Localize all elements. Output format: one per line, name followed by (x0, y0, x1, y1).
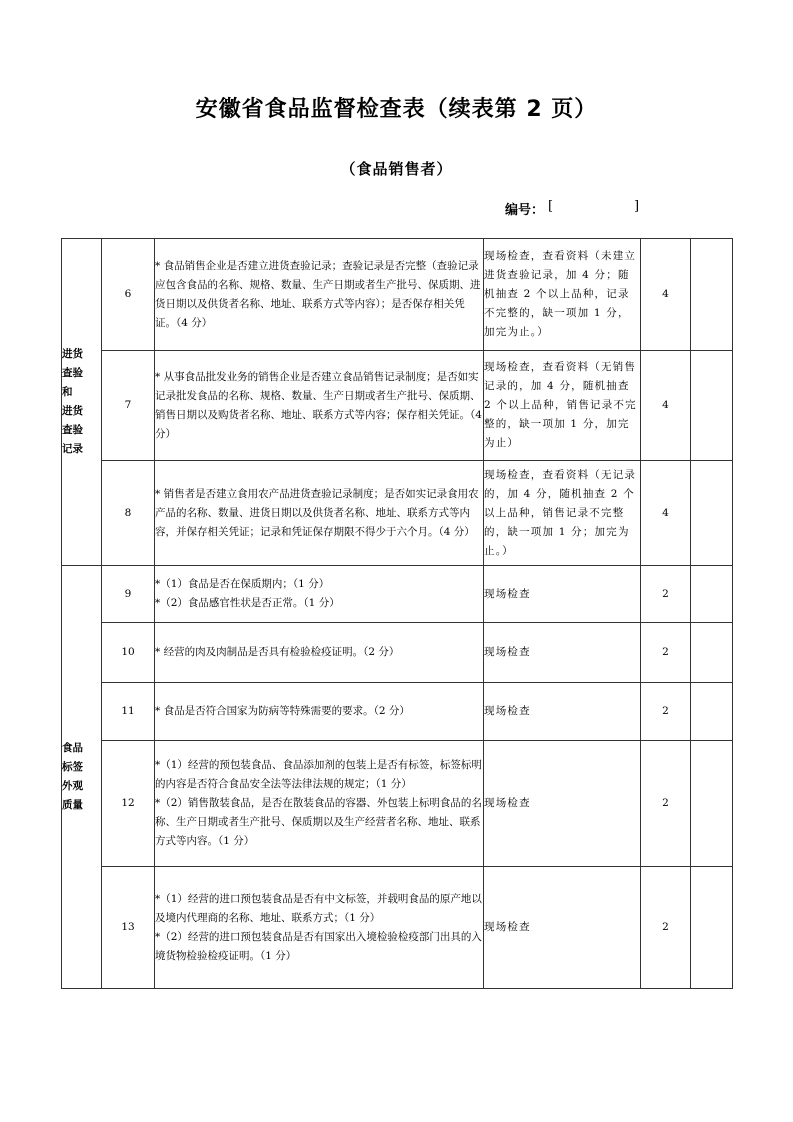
inspection-content-line: *（2）销售散装食品，是否在散装食品的容器、外包装上标明食品的名称、生产日期或者生产批号、保质期以及生产经营者名称、地址、联系方式等内容。（1 分） (155, 797, 482, 847)
page-subtitle: （食品销售者） (340, 160, 453, 178)
inspection-content (155, 461, 484, 566)
inspection-content-line: * 经营的肉及肉制品是否具有检验检疫证明。（2 分） (155, 646, 400, 658)
inspection-method: 现场检查 (484, 741, 641, 867)
item-number: 12 (102, 741, 155, 867)
category-cell (62, 566, 102, 989)
inspection-content-line: * 从事食品批发业务的销售企业是否建立食品销售记录制度；是否如实记录批发食品的名称、规格、数量、生产日期或者生产批号、保质期、销售日期以及购货者名称、地址、联系方式等内容；保存相关凭证。（4 分） (155, 370, 482, 440)
category-cell (62, 239, 102, 566)
result-entry-cell[interactable] (691, 683, 733, 741)
category-label-line: 记录 (62, 443, 83, 455)
inspection-method: 现场检查 (484, 566, 641, 623)
item-score: 2 (641, 741, 691, 867)
category-label-line: 进货 (62, 348, 83, 360)
item-number: 10 (102, 623, 155, 683)
table-row (62, 741, 733, 867)
result-entry-cell[interactable] (691, 741, 733, 867)
result-entry-cell[interactable] (691, 566, 733, 623)
inspection-content-line: * 食品是否符合国家为防病等特殊需要的要求。（2 分） (155, 705, 410, 717)
item-score: 2 (641, 566, 691, 623)
inspection-content (155, 566, 484, 623)
item-score: 2 (641, 623, 691, 683)
table-row (62, 683, 733, 741)
table-row (62, 461, 733, 566)
result-entry-cell[interactable] (691, 351, 733, 461)
item-number: 9 (102, 566, 155, 623)
item-score: 2 (641, 867, 691, 989)
category-label-line: 进货 (62, 405, 83, 417)
inspection-content-line: *（1）经营的进口预包装食品是否有中文标签，并载明食品的原产地以及境内代理商的名称、地址、联系方式；（1 分） (155, 892, 482, 924)
category-label-line: 查验 (62, 424, 83, 436)
category-label-line: 查验 (62, 367, 83, 379)
inspection-content (155, 867, 484, 989)
form-number-label: 编号： (505, 203, 545, 218)
item-score: 4 (641, 461, 691, 566)
table-row (62, 566, 733, 623)
item-score: 4 (641, 351, 691, 461)
category-label-line: 食品 (62, 742, 83, 754)
inspection-content (155, 351, 484, 461)
table-row (62, 239, 733, 351)
form-number-close-bracket: ] (634, 199, 640, 214)
inspection-table (61, 238, 733, 989)
result-entry-cell[interactable] (691, 239, 733, 351)
inspection-method: 现场检查，查看资料（未建立进货查验记录，加 4 分；随机抽查 2 个以上品种，记录不完整的，缺一项加 1 分，加完为止。） (484, 239, 641, 351)
inspection-content-line: *（2）经营的进口预包装食品是否有国家出入境检验检疫部门出具的入境货物检验检疫证明。（1 分） (155, 930, 482, 962)
result-entry-cell[interactable] (691, 623, 733, 683)
table-row (62, 623, 733, 683)
inspection-content-line: *（1）食品是否在保质期内；（1 分） (155, 578, 330, 590)
item-number: 8 (102, 461, 155, 566)
page-title: 安徽省食品监督检查表（续表第 2 页） (195, 97, 598, 122)
inspection-content (155, 683, 484, 741)
form-number-open-bracket: [ (548, 199, 554, 214)
category-label-line: 质量 (62, 799, 83, 811)
item-number: 11 (102, 683, 155, 741)
inspection-method: 现场检查 (484, 683, 641, 741)
inspection-method: 现场检查，查看资料（无记录的，加 4 分，随机抽查 2 个以上品种，销售记录不完整的，缺一项加 1 分；加完为止。） (484, 461, 641, 566)
item-number: 13 (102, 867, 155, 989)
item-number: 7 (102, 351, 155, 461)
inspection-content (155, 239, 484, 351)
category-label-line: 和 (62, 386, 73, 398)
table-row (62, 867, 733, 989)
table-row (62, 351, 733, 461)
item-score: 2 (641, 683, 691, 741)
inspection-content-line: *（2）食品感官性状是否正常。（1 分） (155, 597, 340, 609)
inspection-method: 现场检查 (484, 623, 641, 683)
inspection-content-line: *（1）经营的预包装食品、食品添加剂的包装上是否有标签，标签标明的内容是否符合食品安全法等法律法规的规定；（1 分） (155, 759, 482, 790)
item-score: 4 (641, 239, 691, 351)
item-number: 6 (102, 239, 155, 351)
inspection-content (155, 623, 484, 683)
result-entry-cell[interactable] (691, 867, 733, 989)
inspection-method: 现场检查，查看资料（无销售记录的，加 4 分，随机抽查 2 个以上品种，销售记录不完整的，缺一项加 1 分，加完为止） (484, 351, 641, 461)
inspection-method: 现场检查 (484, 867, 641, 989)
category-label-line: 标签 (62, 761, 83, 773)
category-label-line: 外观 (62, 780, 83, 792)
result-entry-cell[interactable] (691, 461, 733, 566)
inspection-content-line: * 食品销售企业是否建立进货查验记录；查验记录是否完整（查验记录应包含食品的名称、规格、数量、生产日期或者生产批号、保质期、进货日期以及供货者名称、地址、联系方式等内容）；是否保存相关凭证。（4 分） (155, 259, 481, 329)
inspection-content (155, 741, 484, 867)
inspection-content-line: * 销售者是否建立食用农产品进货查验记录制度；是否如实记录食用农产品的名称、数量、进货日期以及供货者名称、地址、联系方式等内容，并保存相关凭证；记录和凭证保存期限不得少于六个月。（4 分） (155, 487, 479, 538)
